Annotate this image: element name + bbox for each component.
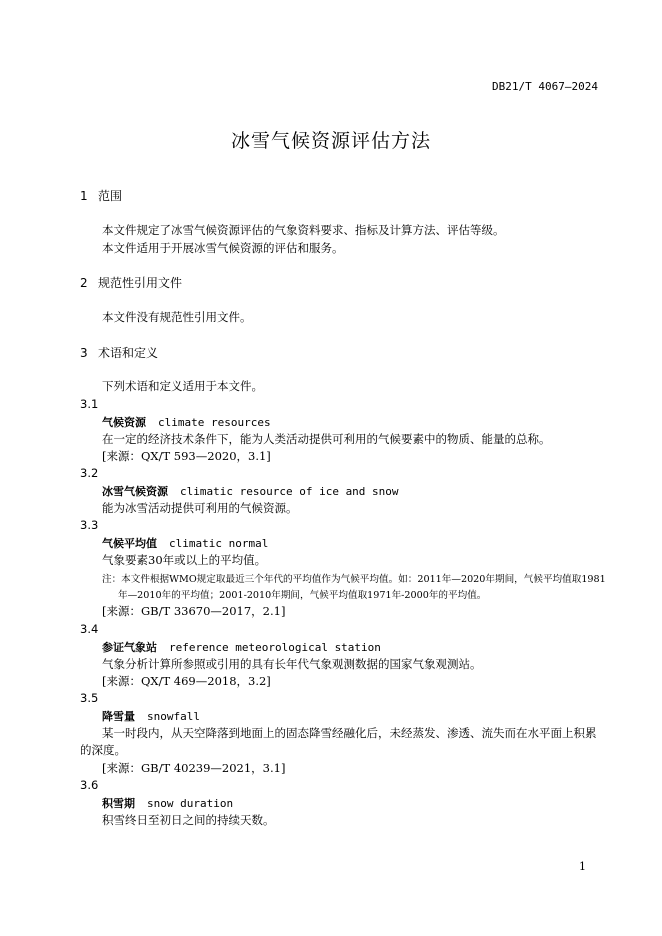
term-entry [102, 795, 233, 811]
term-number: 3.4 [80, 622, 99, 636]
term-english: reference meteorological station [169, 641, 381, 654]
term-english: climatic resource of ice and snow [180, 485, 399, 498]
term-entry [102, 535, 268, 551]
term-definition-continued: 的深度。 [80, 743, 126, 757]
paragraph: 本文件适用于开展冰雪气候资源的评估和服务。 [102, 241, 344, 255]
term-chinese: 气候资源 [102, 416, 146, 429]
section-title: 术语和定义 [98, 346, 159, 360]
section-1-heading [80, 187, 122, 204]
term-chinese: 冰雪气候资源 [102, 485, 168, 498]
term-english: climatic normal [169, 537, 269, 550]
term-chinese: 参证气象站 [102, 641, 157, 654]
term-number: 3.5 [80, 691, 99, 705]
section-number: 2 [80, 276, 88, 290]
section-3-heading [80, 344, 158, 361]
term-note: 注：本文件根据WMO规定取最近三个年代的平均值作为气候平均值。如：2011年—2020年期间，气候平均值取1981 [102, 574, 606, 585]
paragraph: 本文件没有规范性引用文件。 [102, 310, 252, 324]
paragraph: 下列术语和定义适用于本文件。 [102, 379, 263, 393]
paragraph: 本文件规定了冰雪气候资源评估的气象资料要求、指标及计算方法、评估等级。 [102, 223, 505, 237]
term-number: 3.6 [80, 778, 99, 792]
section-title: 范围 [98, 189, 123, 203]
term-entry [102, 414, 271, 430]
term-number: 3.3 [80, 518, 99, 532]
term-definition: 气象分析计算所参照或引用的具有长年代气象观测数据的国家气象观测站。 [102, 657, 482, 671]
term-entry [102, 708, 200, 724]
term-definition: 某一时段内，从天空降落到地面上的固态降雪经融化后，未经蒸发、渗透、流失而在水平面上积累 [102, 726, 597, 740]
term-number: 3.2 [80, 466, 99, 480]
term-chinese: 积雪期 [102, 797, 135, 810]
term-note-continued: 年—2010年的平均值；2001-2010年期间，气候平均值取1971年-2000年的平均值。 [118, 590, 487, 601]
page-number: 1 [579, 860, 586, 873]
term-definition: 能为冰雪活动提供可利用的气候资源。 [102, 501, 298, 515]
term-source: [来源：GB/T 40239—2021，3.1] [102, 761, 286, 775]
section-2-heading [80, 274, 182, 291]
term-source: [来源：QX/T 593—2020，3.1] [102, 449, 271, 463]
term-number: 3.1 [80, 397, 99, 411]
term-definition: 气象要素30年或以上的平均值。 [102, 553, 267, 567]
standard-number: DB21/T 4067—2024 [492, 80, 598, 93]
section-title: 规范性引用文件 [98, 276, 183, 290]
term-english: snow duration [147, 797, 234, 810]
term-entry [102, 639, 381, 655]
term-chinese: 降雪量 [102, 710, 135, 723]
term-english: climate resources [158, 416, 271, 429]
term-source: [来源：QX/T 469—2018，3.2] [102, 674, 271, 688]
section-number: 1 [80, 189, 88, 203]
term-source: [来源：GB/T 33670—2017，2.1] [102, 604, 286, 618]
term-definition: 积雪终日至初日之间的持续天数。 [102, 813, 275, 827]
section-number: 3 [80, 346, 88, 360]
term-english: snowfall [147, 710, 200, 723]
term-chinese: 气候平均值 [102, 537, 157, 550]
document-title: 冰雪气候资源评估方法 [230, 130, 431, 152]
term-definition: 在一定的经济技术条件下，能为人类活动提供可利用的气候要素中的物质、能量的总称。 [102, 432, 551, 446]
term-entry [102, 483, 399, 499]
